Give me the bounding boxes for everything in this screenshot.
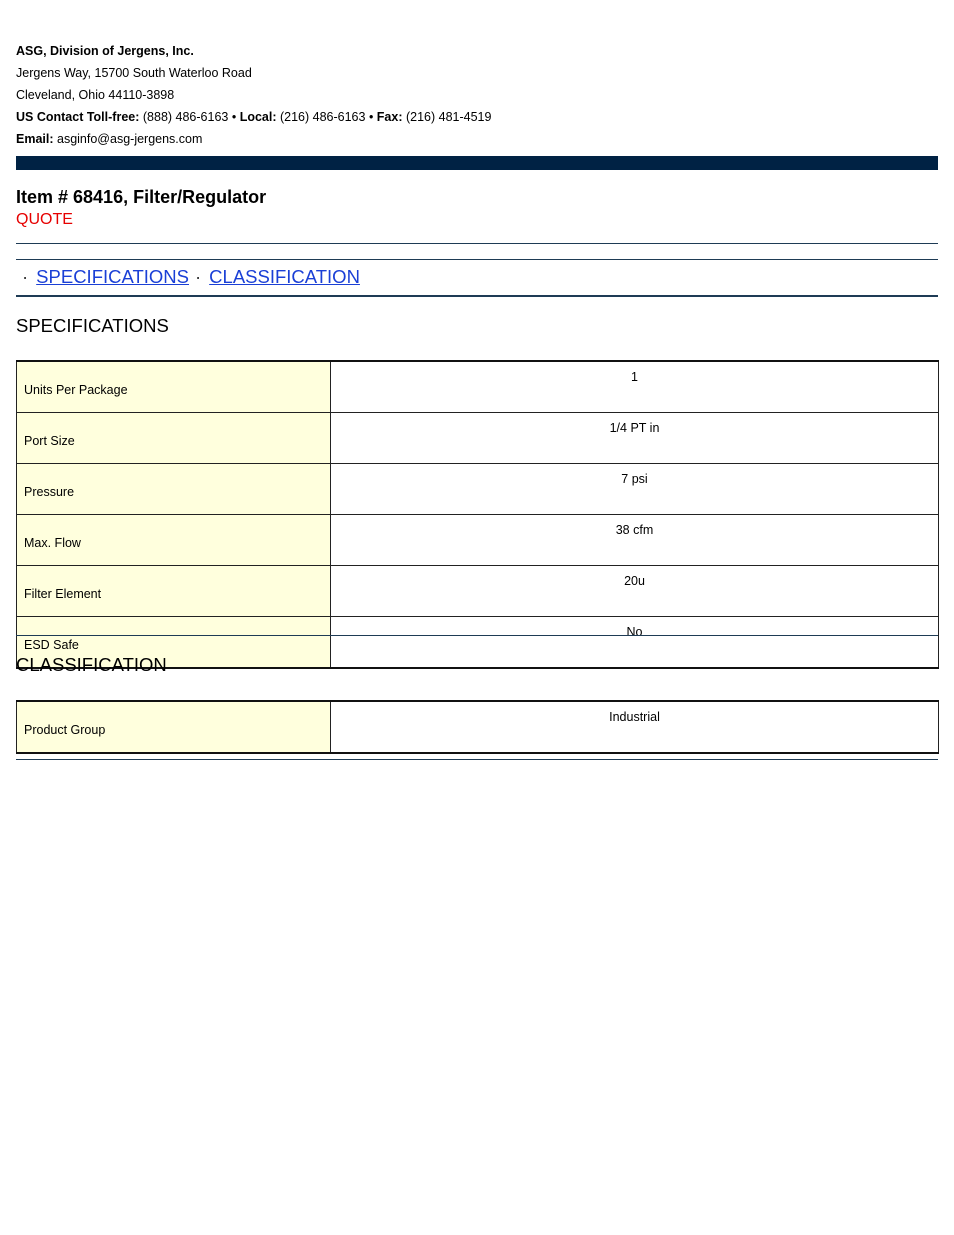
spec-label: Port Size (17, 413, 331, 464)
table-row (17, 515, 939, 566)
nav-link-specifications[interactable]: SPECIFICATIONS (36, 266, 189, 287)
spec-label: Product Group (17, 701, 331, 753)
classification-table (16, 700, 939, 754)
table-row (17, 413, 939, 464)
address-line-2: Cleveland, Ohio 44110-3898 (16, 88, 175, 102)
tollfree-label: US Contact Toll-free: (16, 110, 140, 124)
email-value: asginfo@asg-jergens.com (57, 132, 203, 146)
fax-label: Fax: (376, 110, 403, 124)
tollfree-value: (888) 486-6163 (142, 110, 229, 124)
email-line (16, 128, 491, 150)
separator-dot: • (228, 110, 240, 124)
spec-value: No (331, 617, 939, 669)
divider (16, 243, 938, 244)
local-value: (216) 486-6163 (279, 110, 366, 124)
classification-heading: CLASSIFICATION (16, 654, 167, 675)
spec-label: Pressure (17, 464, 331, 515)
divider (16, 259, 938, 260)
specifications-heading: SPECIFICATIONS (16, 315, 169, 336)
item-title: Item # 68416, Filter/Regulator (16, 187, 267, 207)
nav-separator: · (22, 266, 29, 287)
fax-value: (216) 481-4519 (405, 110, 492, 124)
table-row (17, 566, 939, 617)
spec-label: Units Per Package (17, 361, 331, 413)
quote-label: QUOTE (16, 211, 73, 228)
header-bar (16, 156, 938, 170)
email-label: Email: (16, 132, 54, 146)
separator-dot: • (365, 110, 377, 124)
spec-value: 1/4 PT in (331, 413, 939, 464)
section-nav (16, 266, 360, 288)
local-label: Local: (239, 110, 277, 124)
divider (16, 635, 938, 636)
company-name: ASG, Division of Jergens, Inc. (16, 44, 194, 58)
spec-value: 20u (331, 566, 939, 617)
table-row (17, 361, 939, 413)
address-line-1: Jergens Way, 15700 South Waterloo Road (16, 66, 252, 80)
spec-label: Max. Flow (17, 515, 331, 566)
specifications-table (16, 360, 939, 669)
divider (16, 295, 938, 297)
spec-value: Industrial (331, 701, 939, 753)
spec-label: ESD Safe (17, 617, 331, 669)
spec-label: Filter Element (17, 566, 331, 617)
divider (16, 759, 938, 760)
nav-link-classification[interactable]: CLASSIFICATION (209, 266, 360, 287)
nav-separator: · (195, 266, 202, 287)
spec-value: 7 psi (331, 464, 939, 515)
table-row (17, 464, 939, 515)
table-row (17, 701, 939, 753)
phone-line (16, 106, 491, 128)
company-contact-block (16, 40, 491, 150)
spec-value: 1 (331, 361, 939, 413)
spec-value: 38 cfm (331, 515, 939, 566)
